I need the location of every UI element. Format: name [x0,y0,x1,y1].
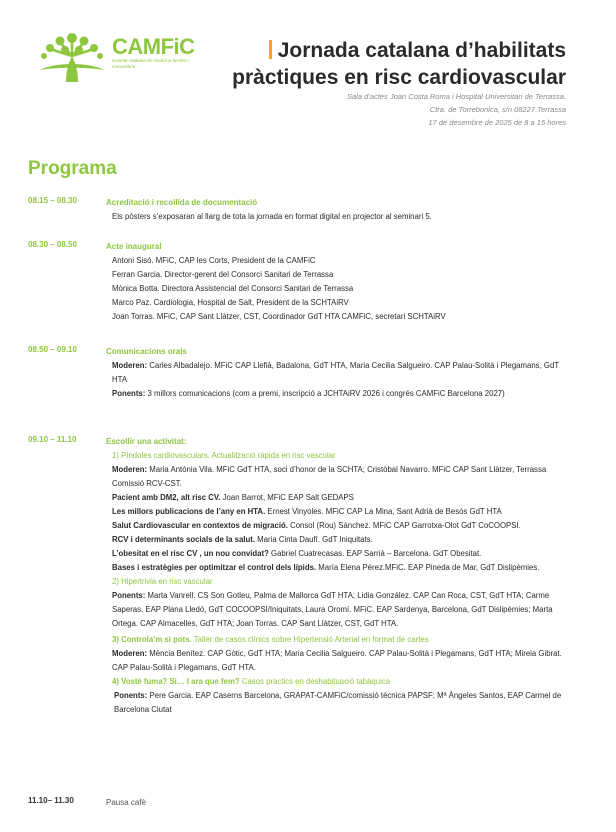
moderators-label: Moderen: [112,465,148,474]
speakers-names: 3 millors comunicacions (com a premi, inscripció a JCHTAiRV 2026 i congrés CAMFiC Barcelona 2027) [147,389,505,398]
session-text: Els pòsters s’exposaran al llarg de tota la jornada en format digital en projector al seminari 5. [112,212,432,221]
speakers-text [106,589,572,631]
talk-speaker: Gabriel Cuatrecasas. EAP Sarrià – Barcelona. GdT Obesitat. [271,549,482,558]
program-title: Programa [28,158,117,179]
title-accent-bar [269,40,272,59]
title-line-2: pràctiques en risc cardiovascular [232,66,566,89]
speakers-label: Ponents: [114,691,148,700]
talk-title: RCV i determinants socials de la salut. [112,535,255,544]
session-time: 08.15 – 08.30 [28,196,77,205]
activity-1-title: 1) Píndoles cardiovasculars. Actualització ràpida en risc vascular [112,451,336,460]
talk-title: Salut Cardiovascular en contextos de migració. [112,521,288,530]
talk-title: Pacient amb DM2, alt risc CV. [112,493,221,502]
session-heading: Acreditació i recollida de documentació [106,198,258,207]
session-heading: Pausa cafè [106,798,147,807]
session-time: 08.30 – 08.50 [28,240,77,249]
moderators-text [106,647,572,675]
venue-line-1: Sala d’actes Joan Costa Roma i Hospital Universitari de Terrassa. [347,92,566,101]
talk-title: L’obesitat en el risc CV , un nou convidat? [112,549,269,558]
talk-title: Les millors publicacions de l’any en HTA. [112,507,266,516]
activity-3-title [106,633,572,647]
moderators-names: Carles Albadalejo. MFiC CAP Llefià, Badalona, GdT HTA, Maria Cecilia Salgueiro. CAP Palau-Solità i Plegamans, GdT HTA [112,361,559,384]
session-time: 08.50 – 09.10 [28,345,77,354]
talk-speaker: Consol (Rou) Sánchez. MFiC CAP Garrotxa-Olot GdT CoCOOPSI. [290,521,521,530]
session-heading: Escollir una activitat: [106,437,187,446]
speakers-names: Pere Garcia. EAP Caserns Barcelona, GRAPAT-CAMFiC/comissió tècnica PAPSF; Mª Àngeles Santos, EAP Carmel de Barcelona Ciutat [114,691,562,714]
logo-name: CAMFiC [112,34,195,59]
activity-4-desc: Casos pràctics en deshabituació tabàquica [241,677,391,686]
talk-item [106,547,572,561]
moderators-text [106,359,572,387]
talk-item [106,491,572,505]
speakers-text [106,387,572,401]
moderators-names: Mència Benítez. CAP Gòtic, GdT HTA; Maria Cecilia Salgueiro. CAP Palau-Solità i Plegamans, GdT HTA; Mireia Gibrat. CAP Palau-Solità i Plegamans, GdT HTA. [112,649,562,672]
document-title [232,37,566,91]
talk-item [106,533,572,547]
moderators-text [106,463,572,491]
speakers-label: Ponents: [112,389,146,398]
talk-title: Bases i estratègies per optimitzar el control dels lípids. [112,563,317,572]
speaker-line: Mònica Botta. Directora Assistencial del Consorci Sanitari de Terrassa [112,284,354,293]
moderators-names: Maria Antònia Vila. MFiC GdT HTA, soci d’honor de la SCHTA; Cristòbal Navarro. MFiC CAP Sant Llàtzer, Terrassa Comissió RCV-CST. [112,465,547,488]
speaker-line: Ferran Garcia. Director-gerent del Consorci Sanitari de Terrassa [112,270,334,279]
session-heading: Comunicacions orals [106,347,187,356]
session-time: 11.10– 11.30 [28,796,74,805]
speaker-line: Marco Paz. Cardiologia, Hospital de Salt, President de la SCHTAiRV [112,298,349,307]
activity-2-title: 2) Hipertrivia en risc vascular [112,577,213,586]
session-time: 09.10 – 11.10 [28,435,77,444]
venue-info [347,90,566,129]
speakers-label: Ponents: [112,591,146,600]
activity-3-desc: Taller de casos clínics sobre Hipertensió Arterial en format de cartes [193,635,429,644]
venue-line-3: 17 de desembre de 2025 de 8 a 15 hores [428,118,566,127]
logo-tagline: societat catalana de medicina familiar i comunitària [112,58,190,69]
session-heading: Acte inaugural [106,242,162,251]
talk-speaker: Joan Barrot, MFiC EAP Salt GEDAPS [222,493,354,502]
activity-4-title [106,675,572,689]
activity-3-name: 3) Controla’m si pots. [112,635,192,644]
moderators-label: Moderen: [112,649,148,658]
activity-4-name: 4) Vostè fuma? Si… I ara que fem? [112,677,240,686]
tree-logo-icon [36,28,108,84]
speaker-line: Joan Torras. MFiC, CAP Sant Llàtzer, CST, Coordinador GdT HTA CAMFiC, secretari SCHTAiRV [112,312,446,321]
talk-speaker: Ernest Vinyoles. MFiC CAP La Mina, Sant Adrià de Besòs GdT HTA [267,507,502,516]
talk-speaker: María Elena Pérez.MFiC. EAP Pineda de Mar, GdT Dislipèmies. [318,563,540,572]
talk-item [106,505,572,519]
moderators-label: Moderen: [112,361,148,370]
talk-item [106,561,572,575]
talk-item [106,519,572,533]
camfic-logo [36,28,206,84]
speakers-names: Marta Vanrell. CS Son Gotleu, Palma de Mallorca GdT HTA; Lidia González. CAP Can Roca, CST, GdT HTA; Carme Saperas. EAP Plana Lledó, GdT COCOOPSI/Iniquitats, Laura Oromí. MFiC. EAP Sardenya, Barcelona, GdT Dislipèmies; Marta Ortega. CAP Almacelles, GdT HTA; Joan Torras. CAP Sant Llàtzer, CST, GdT HTA. [112,591,553,628]
speakers-text [106,689,572,717]
venue-line-2: Ctra. de Torrebonica, s/n 08227 Terrassa [429,105,566,114]
talk-speaker: Maria Cinta Daufí. GdT Iniquitats. [257,535,373,544]
title-line-1: Jornada catalana d’habilitats [277,39,566,62]
speaker-line: Antoni Sisó. MFiC, CAP les Corts, President de la CAMFiC [112,256,316,265]
